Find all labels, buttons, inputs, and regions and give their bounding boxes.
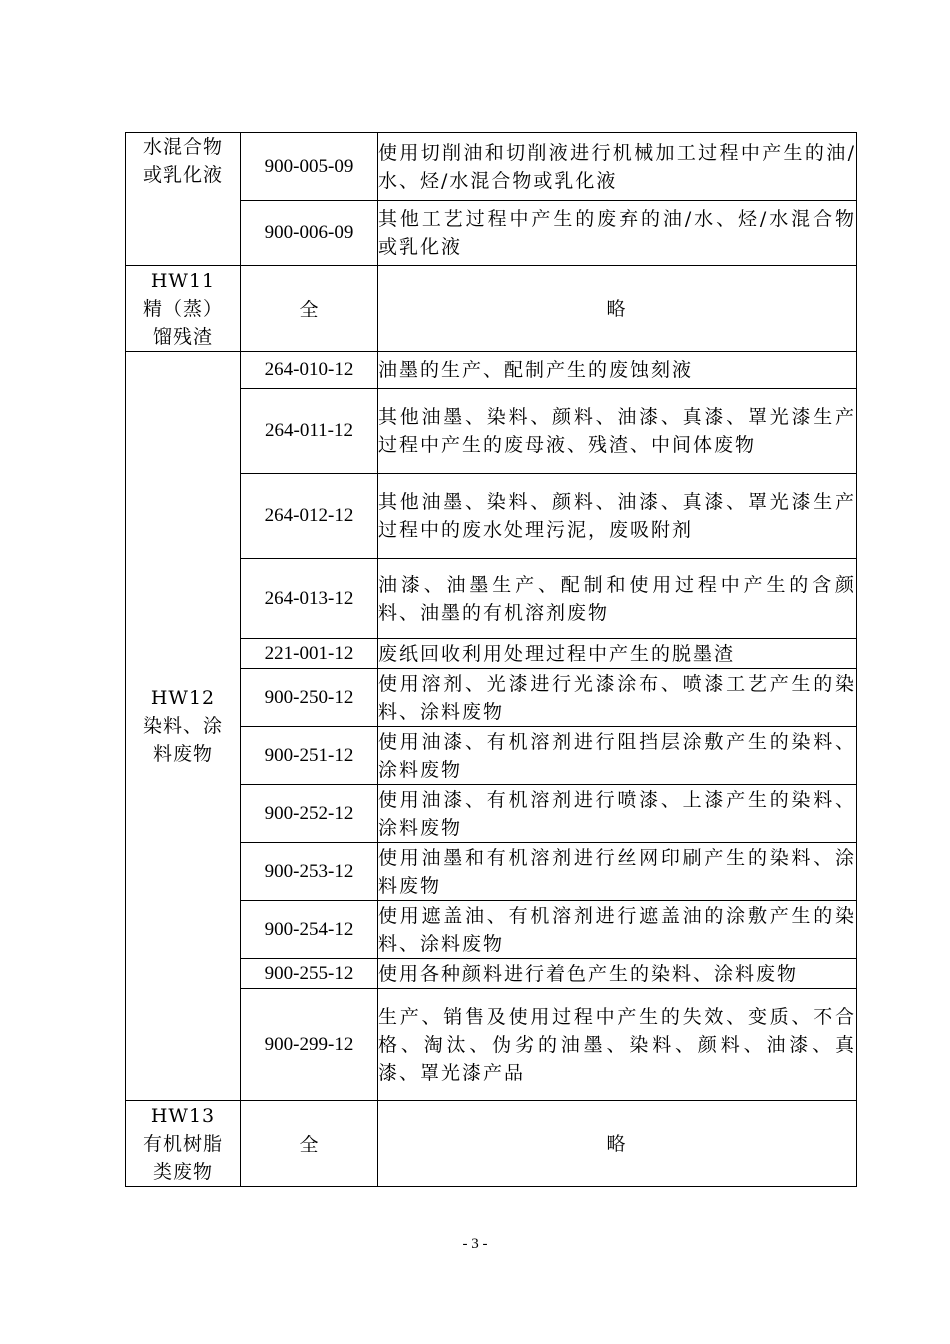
hazardous-waste-table: [125, 132, 857, 1187]
waste-description: 油墨的生产、配制产生的废蚀刻液: [378, 352, 857, 389]
waste-code: 900-005-09: [241, 133, 378, 201]
waste-code: 264-012-12: [241, 474, 378, 559]
waste-code: 264-011-12: [241, 389, 378, 474]
waste-code: 全: [241, 266, 378, 352]
waste-code: 264-013-12: [241, 559, 378, 639]
waste-code: 221-001-12: [241, 639, 378, 669]
waste-description: 使用各种颜料进行着色产生的染料、涂料废物: [378, 959, 857, 989]
waste-description: 使用遮盖油、有机溶剂进行遮盖油的涂敷产生的染料、涂料废物: [378, 901, 857, 959]
waste-description: 油漆、油墨生产、配制和使用过程中产生的含颜料、油墨的有机溶剂废物: [378, 559, 857, 639]
waste-description: 使用油漆、有机溶剂进行喷漆、上漆产生的染料、涂料废物: [378, 785, 857, 843]
category-cell: HW13 有机树脂 类废物: [126, 1101, 241, 1187]
waste-description: 废纸回收利用处理过程中产生的脱墨渣: [378, 639, 857, 669]
category-cell: 水混合物 或乳化液: [126, 133, 241, 266]
waste-description: 使用切削油和切削液进行机械加工过程中产生的油/水、烃/水混合物或乳化液: [378, 133, 857, 201]
waste-code: 264-010-12: [241, 352, 378, 389]
waste-code: 900-299-12: [241, 989, 378, 1101]
category-cell: HW11 精（蒸） 馏残渣: [126, 266, 241, 352]
table-row: [126, 266, 857, 352]
table-row: [126, 1101, 857, 1187]
waste-description: 使用溶剂、光漆进行光漆涂布、喷漆工艺产生的染料、涂料废物: [378, 669, 857, 727]
waste-code: 900-251-12: [241, 727, 378, 785]
table-row: [126, 133, 857, 201]
waste-code: 900-250-12: [241, 669, 378, 727]
waste-code: 900-006-09: [241, 201, 378, 266]
waste-description: 其他油墨、染料、颜料、油漆、真漆、罩光漆生产过程中的废水处理污泥，废吸附剂: [378, 474, 857, 559]
waste-description: 略: [378, 1101, 857, 1187]
table-row: [126, 352, 857, 389]
waste-code: 900-252-12: [241, 785, 378, 843]
waste-code: 900-254-12: [241, 901, 378, 959]
waste-code: 900-255-12: [241, 959, 378, 989]
category-cell: HW12 染料、涂 料废物: [126, 352, 241, 1101]
waste-code: 900-253-12: [241, 843, 378, 901]
waste-description: 其他工艺过程中产生的废弃的油/水、烃/水混合物或乳化液: [378, 201, 857, 266]
waste-description: 使用油墨和有机溶剂进行丝网印刷产生的染料、涂料废物: [378, 843, 857, 901]
waste-description: 使用油漆、有机溶剂进行阻挡层涂敷产生的染料、涂料废物: [378, 727, 857, 785]
page-number: - 3 -: [462, 1236, 488, 1252]
waste-code: 全: [241, 1101, 378, 1187]
waste-description: 生产、销售及使用过程中产生的失效、变质、不合格、淘汰、伪劣的油墨、染料、颜料、油漆、真漆、罩光漆产品: [378, 989, 857, 1101]
waste-description: 略: [378, 266, 857, 352]
waste-description: 其他油墨、染料、颜料、油漆、真漆、罩光漆生产过程中产生的废母液、残渣、中间体废物: [378, 389, 857, 474]
